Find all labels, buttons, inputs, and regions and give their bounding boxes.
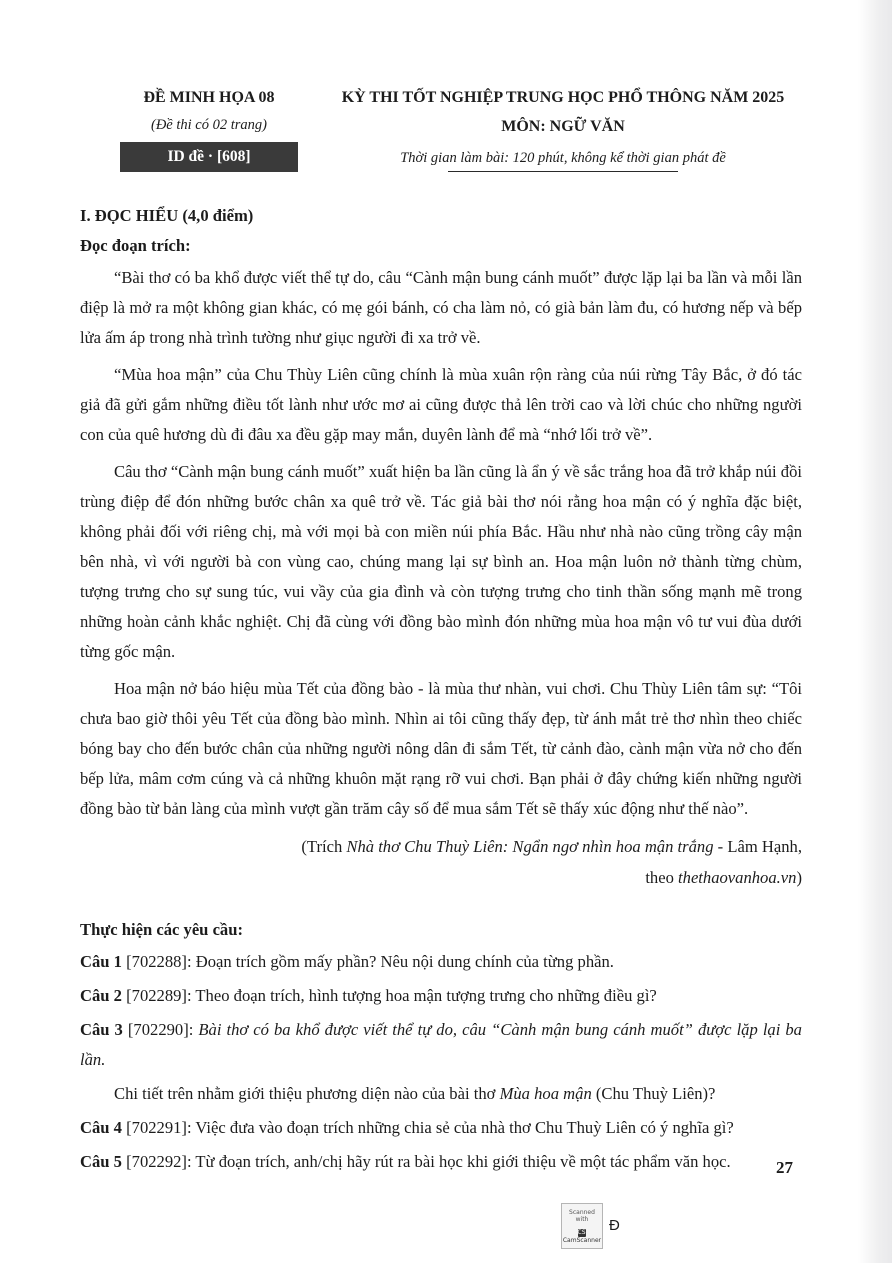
question-label: Câu 1 (80, 952, 122, 971)
question-code: [702290]: (122, 1020, 199, 1039)
question-code: [702289]: (121, 986, 196, 1005)
question-label: Câu 2 (80, 986, 122, 1005)
section-title: I. ĐỌC HIỂU (4,0 điểm) (80, 206, 254, 225)
question-3 (80, 1015, 802, 1075)
citation-source-prefix: theo (645, 868, 679, 887)
camscanner-icon: CS (577, 1229, 586, 1236)
scan-edge-shadow (858, 0, 892, 1263)
header-rule (448, 171, 678, 172)
page-number: 27 (776, 1158, 793, 1177)
citation-author: - Lâm Hạnh, (713, 837, 802, 856)
citation-source-site: thethaovanhoa.vn (678, 868, 797, 887)
question-label: Câu 3 (80, 1020, 123, 1039)
passage-paragraph: “Mùa hoa mận” của Chu Thùy Liên cũng chính là mùa xuân rộn ràng của núi rừng Tây Bắc, ở đó tác giả đã gửi gắm những điều tốt lành như ước mơ ai cũng được thả lên trời cao và lời chúc cho những người con của quê hương dù đi đâu xa đều gặp may mắn, duyên lành để mà “nhớ lối trở về”. (80, 365, 802, 444)
exam-title: KỲ THI TỐT NGHIỆP TRUNG HỌC PHỔ THÔNG NĂM 2025 (341, 89, 785, 106)
reading-section (80, 201, 802, 1181)
stamp-logo (562, 1229, 602, 1244)
question-5 (80, 1147, 802, 1177)
question-2 (80, 981, 802, 1011)
citation-work: Nhà thơ Chu Thuỳ Liên: Ngẩn ngơ nhìn hoa mận trắng (346, 837, 714, 856)
question-label: Câu 5 (80, 1152, 122, 1171)
followup-poem: Mùa hoa mận (499, 1084, 592, 1103)
subject: MÔN: NGỮ VĂN (501, 118, 625, 135)
header-right (318, 88, 808, 172)
page-count: (Đề thi có 02 trang) (151, 117, 267, 133)
citation-source (80, 862, 802, 893)
question-code: [702288]: (121, 952, 196, 971)
question-label: Câu 4 (80, 1118, 122, 1137)
citation-source-suffix: ) (796, 868, 802, 887)
header-left (100, 88, 318, 172)
followup-before: Chi tiết trên nhằm giới thiệu phương diện nào của bài thơ (114, 1084, 500, 1103)
question-code: [702292]: (121, 1152, 196, 1171)
stamp-brand: CamScanner (562, 1237, 602, 1244)
stamp-caption: Scanned with (569, 1209, 595, 1223)
read-label: Đọc đoạn trích: (80, 236, 191, 255)
question-text: Theo đoạn trích, hình tượng hoa mận tượng trưng cho những điều gì? (195, 986, 657, 1005)
question-code: [702291]: (121, 1118, 196, 1137)
citation-prefix: (Trích (301, 837, 347, 856)
exam-code: ĐỀ MINH HỌA 08 (143, 89, 275, 106)
camscanner-stamp (561, 1203, 603, 1249)
question-1 (80, 947, 802, 977)
question-4 (80, 1113, 802, 1143)
question-text: Việc đưa vào đoạn trích những chia sẻ của nhà thơ Chu Thuỳ Liên có ý nghĩa gì? (195, 1118, 734, 1137)
passage-paragraph: Câu thơ “Cành mận bung cánh muốt” xuất hiện ba lần cũng là ẩn ý về sắc trắng hoa đã trở khắp núi đồi trùng điệp để đón những bước chân xa quê trở về. Tác giả bài thơ nói rằng hoa mận có ý nghĩa đặc biệt, không phải đối với riêng chị, mà với mọi bà con miền núi phía Bắc. Hầu như nhà nào cũng trồng cây mận bên nhà, vì với người bà con vùng cao, chúng mang lại sự bình an. Hoa mận luôn nở thành từng chùm, tượng trưng cho sự sung túc, vui vầy của gia đình và còn tượng trưng cho tinh thần sống mạnh mẽ trong những hoàn cảnh khắc nghiệt. Chị đã cùng với đồng bào mình đón những mùa hoa mận vô tư vui đùa dưới từng gốc mận. (80, 462, 802, 661)
question-text: Từ đoạn trích, anh/chị hãy rút ra bài học khi giới thiệu về một tác phẩm văn học. (195, 1152, 731, 1171)
citation (80, 831, 802, 862)
requirements-title: Thực hiện các yêu cầu: (80, 920, 243, 939)
question-text: Bài thơ có ba khổ được viết thể tự do, câu “Cành mận bung cánh muốt” được lặp lại ba lần. (80, 1020, 802, 1069)
passage-paragraph: “Bài thơ có ba khổ được viết thể tự do, câu “Cành mận bung cánh muốt” được lặp lại ba lần và mỗi lần điệp là mở ra một không gian khác, có mẹ gói bánh, có cha làm nỏ, có già bản làm đu, có hương nếp và bếp lửa ấm áp trong nhà trình tường như giục người đi xa trở về. (80, 268, 802, 347)
passage-paragraph: Hoa mận nở báo hiệu mùa Tết của đồng bào - là mùa thư nhàn, vui chơi. Chu Thùy Liên tâm sự: “Tôi chưa bao giờ thôi yêu Tết của đồng bào mình. Nhìn ai tôi cũng thấy đẹp, từ ánh mắt trẻ thơ nhìn theo chiếc bóng bay cho đến bước chân của những người nông dân đi sắm Tết, từ cảnh đào, cành mận vừa nở cho đến bếp lửa, mâm cơm cúng và cả những khuôn mặt rạng rỡ vui chơi. Bạn phải ở đây chứng kiến những người đồng bào từ bản làng của mình vượt gần trăm cây số để mua sắm Tết sẽ thấy xúc động như thế nào”. (80, 679, 802, 818)
time-note: Thời gian làm bài: 120 phút, không kể thời gian phát đề (400, 150, 726, 166)
question-text: Đoạn trích gồm mấy phần? Nêu nội dung chính của từng phần. (195, 952, 614, 971)
followup-after: (Chu Thuỳ Liên)? (591, 1084, 716, 1103)
exam-id-box: ID đề · [608] (120, 142, 298, 172)
stamp-mark: Đ (609, 1217, 620, 1234)
question-3-followup (80, 1079, 802, 1109)
